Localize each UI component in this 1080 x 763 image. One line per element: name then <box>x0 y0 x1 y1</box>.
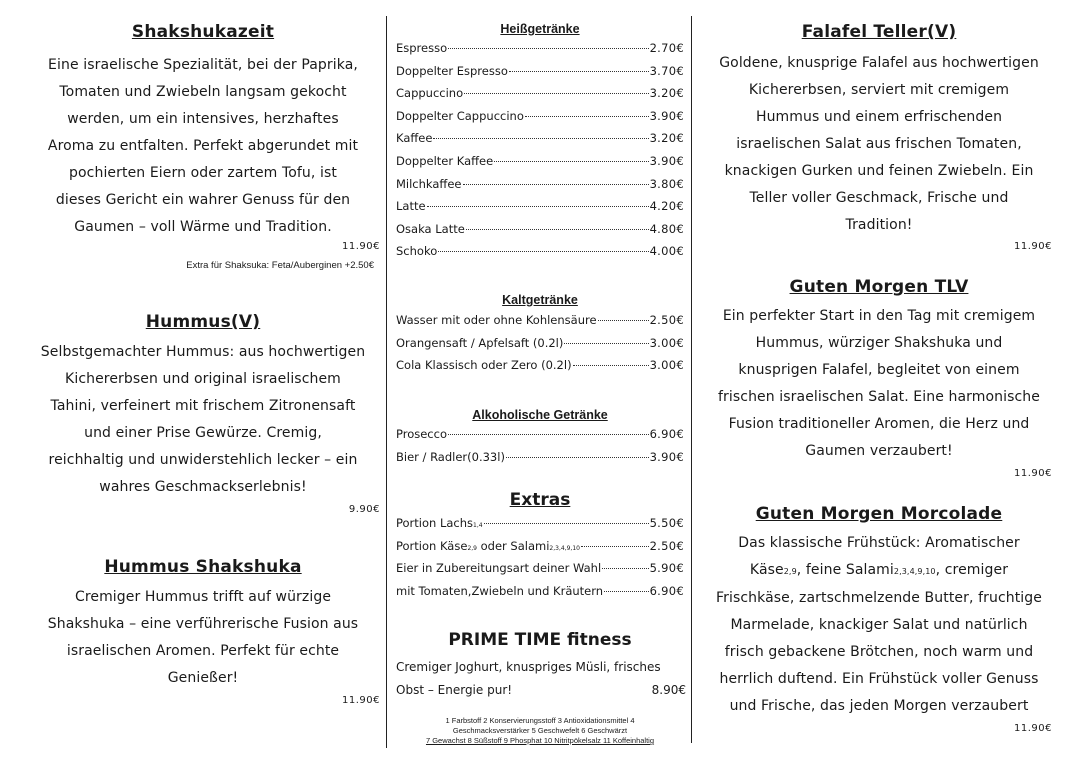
list-item: Doppelter Kaffee 3.90€ <box>396 153 684 168</box>
cold-drinks-list <box>396 313 684 381</box>
menu-column-left <box>22 0 384 763</box>
tlv-price: 11.90€ <box>1014 468 1052 479</box>
prime-time-heading: PRIME TIME fitness <box>448 630 632 650</box>
extras-list <box>396 516 684 606</box>
tlv-description: Ein perfekter Start in den Tag mit cremigem Hummus, würziger Shakshuka und knusprigen Falafel, begleitet von einem frischen israelischen Salat. Eine harmonische Fusion traditioneller Aromen, die Herz und Gaumen verzaubert! <box>718 308 1040 459</box>
list-item: Portion Käse2,9 oder Salami2,3,4,9,10 2.50€ <box>396 538 684 553</box>
hummus-description: Selbstgemachter Hummus: aus hochwertigen Kichererbsen und original israelischem Tahini, verfeinert mit frischem Zitronensaft und einer Prise Gewürze. Cremig, reichhaltig und unwiderstehlich lecker – ein wahres Geschmackserlebnis! <box>40 344 366 495</box>
falafel-price: 11.90€ <box>1014 241 1052 252</box>
hummus-title: Hummus(V) <box>145 312 261 332</box>
cold-drinks-heading: Kaltgetränke <box>502 293 578 307</box>
list-item: Schoko 4.00€ <box>396 244 684 259</box>
list-item: Orangensaft / Apfelsaft (0.2l) 3.00€ <box>396 335 684 350</box>
list-item: Cola Klassisch oder Zero (0.2l) 3.00€ <box>396 358 684 373</box>
list-item: Osaka Latte 4.80€ <box>396 221 684 236</box>
list-item: Bier / Radler(0.33l) 3.90€ <box>396 449 684 464</box>
shakshuka-description: Eine israelische Spezialität, bei der Paprika, Tomaten und Zwiebeln langsam gekocht werden, um ein intensives, herzhaftes Aroma zu entfalten. Perfekt abgerundet mit pochierten Eiern oder zartem Tofu, ist dieses Gericht ein wahrer Genuss für den Gaumen – voll Wärme und Tradition. <box>47 57 359 235</box>
hummus-price: 9.90€ <box>348 504 380 515</box>
column-divider-left <box>386 16 387 748</box>
hummus-shakshuka-title: Hummus Shakshuka <box>104 557 302 577</box>
shakshuka-extra-note: Extra für Shaksuka: Feta/Auberginen +2.50€ <box>186 260 374 271</box>
list-item: Cappuccino 3.20€ <box>396 86 684 101</box>
list-item: Doppelter Cappuccino 3.90€ <box>396 108 684 123</box>
list-item: Prosecco 6.90€ <box>396 427 684 441</box>
falafel-description: Goldene, knusprige Falafel aus hochwertigen Kichererbsen, serviert mit cremigem Hummus und einem erfrischenden israelischen Salat aus frischen Tomaten, knackigen Gurken und feinen Zwiebeln. Ein Teller voller Geschmack, Frische und Tradition! <box>719 55 1039 233</box>
list-item: Portion Lachs1,4 5.50€ <box>396 516 684 530</box>
list-item: Latte 4.20€ <box>396 199 684 214</box>
list-item: mit Tomaten,Zwiebeln und Kräutern 6.90€ <box>396 583 684 598</box>
shakshuka-title: Shakshukazeit <box>131 22 275 42</box>
morcolade-price: 11.90€ <box>1014 723 1052 734</box>
prime-time-description: Cremiger Joghurt, knuspriges Müsli, frisches Obst – Energie pur! 8.90€ <box>396 656 686 702</box>
menu-column-middle <box>390 0 690 763</box>
morcolade-description: Das klassische Frühstück: Aromatischer Käse2,9, feine Salami2,3,4,9,10, cremiger Frischkäse, zartschmelzende Butter, fruchtige Marmelade, knackiger Salat und natürlich frisch gebackene Brötchen, noch warm und herrlich duftend. Ein Frühstück voller Genuss und Frische, das jeden Morgen verzaubert <box>716 535 1042 714</box>
hot-drinks-list <box>396 41 684 267</box>
list-item: Doppelter Espresso 3.70€ <box>396 63 684 78</box>
list-item: Milchkaffee 3.80€ <box>396 176 684 191</box>
allergen-footnote: 1 Farbstoff 2 Konservierungsstoff 3 Antioxidationsmittel 4 Geschmacksverstärker 5 Geschwefelt 6 Geschwärzt 7 Gewachst 8 Süßstoff 9 Phosphat 10 Nitritpökelsalz 11 Koffeinhaltig <box>425 716 655 745</box>
list-item: Espresso 2.70€ <box>396 41 684 55</box>
menu-column-right <box>696 0 1062 763</box>
hummus-shakshuka-description: Cremiger Hummus trifft auf würzige Shakshuka – eine verführerische Fusion aus israelischen Aromen. Perfekt für echte Genießer! <box>47 589 359 686</box>
list-item: Wasser mit oder ohne Kohlensäure 2.50€ <box>396 313 684 327</box>
alcohol-list <box>396 427 684 472</box>
tlv-title: Guten Morgen TLV <box>789 277 969 297</box>
list-item: Eier in Zubereitungsart deiner Wahl 5.90€ <box>396 561 684 576</box>
prime-time-price: 8.90€ <box>651 683 686 697</box>
falafel-title: Falafel Teller(V) <box>801 22 957 42</box>
alcohol-heading: Alkoholische Getränke <box>472 408 608 422</box>
extras-heading: Extras <box>509 490 571 510</box>
list-item: Kaffee 3.20€ <box>396 131 684 146</box>
column-divider-right <box>691 16 692 743</box>
morcolade-title: Guten Morgen Morcolade <box>755 504 1003 524</box>
hot-drinks-heading: Heißgetränke <box>500 22 580 36</box>
shakshuka-price: 11.90€ <box>342 241 380 252</box>
hummus-shakshuka-price: 11.90€ <box>342 695 380 706</box>
